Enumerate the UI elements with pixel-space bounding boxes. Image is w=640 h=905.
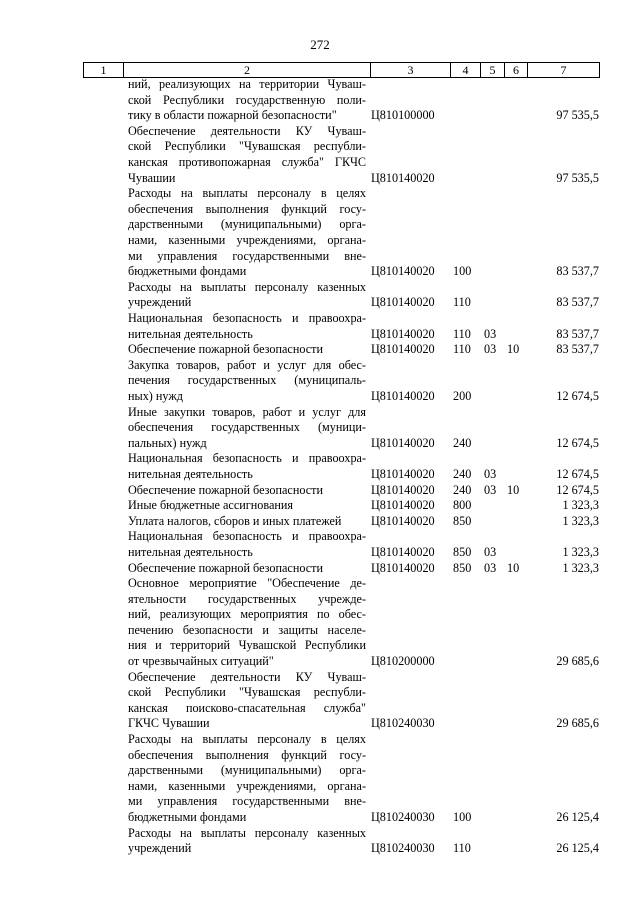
amount: 97 535,5 xyxy=(556,170,599,185)
subsection-code: 10 xyxy=(507,560,520,575)
table-row xyxy=(0,483,640,499)
target-article-code: Ц810240030 xyxy=(371,810,435,825)
row-description xyxy=(128,514,366,530)
description-line: Расходы на выплаты персоналу казенных xyxy=(128,825,366,840)
subsection-code: 10 xyxy=(507,342,520,357)
expense-group: 240 xyxy=(453,466,472,481)
description-line: ми управления государственными вне- xyxy=(128,248,366,263)
expense-group: 100 xyxy=(453,264,472,279)
table-row xyxy=(0,514,640,530)
target-article-code: Ц810240030 xyxy=(371,841,435,856)
row-description xyxy=(128,358,366,405)
description-line: обеспечения выполнения функций госу- xyxy=(128,201,366,216)
table-row xyxy=(0,358,640,405)
row-description xyxy=(128,576,366,670)
description-line: дарственными (муниципальными) орга- xyxy=(128,217,366,232)
description-line: Национальная безопасность и правоохра- xyxy=(128,529,366,544)
table-row xyxy=(0,451,640,482)
header-col-3: 3 xyxy=(370,63,450,77)
amount: 1 323,3 xyxy=(562,498,599,513)
amount: 12 674,5 xyxy=(556,435,599,450)
description-line: печению безопасности и защиты населе- xyxy=(128,622,366,637)
table-row xyxy=(0,405,640,452)
target-article-code: Ц810140020 xyxy=(371,264,435,279)
description-line: Иные закупки товаров, работ и услуг для xyxy=(128,404,366,419)
expense-group: 200 xyxy=(453,388,472,403)
description-line: пальных) нужд xyxy=(128,435,207,450)
description-line: обеспечения выполнения функций госу- xyxy=(128,747,366,762)
amount: 83 537,7 xyxy=(556,326,599,341)
table-header-row xyxy=(83,62,600,78)
table-row xyxy=(0,77,640,124)
expense-group: 850 xyxy=(453,513,472,528)
table-row xyxy=(0,186,640,280)
table-row xyxy=(0,561,640,577)
table-body xyxy=(0,77,640,857)
description-line: Расходы на выплаты персоналу казенных xyxy=(128,279,366,294)
description-line: ми управления государственными вне- xyxy=(128,794,366,809)
description-line: нами, казенными учреждениями, органа- xyxy=(128,778,366,793)
target-article-code: Ц810240030 xyxy=(371,716,435,731)
amount: 1 323,3 xyxy=(562,513,599,528)
description-line: учреждений xyxy=(128,295,192,310)
header-col-7: 7 xyxy=(527,63,600,77)
header-col-4: 4 xyxy=(450,63,480,77)
row-description xyxy=(128,498,366,514)
amount: 29 685,6 xyxy=(556,716,599,731)
target-article-code: Ц810140020 xyxy=(371,482,435,497)
target-article-code: Ц810100000 xyxy=(371,108,435,123)
description-line: ния и территорий Чувашской Республики xyxy=(128,638,366,653)
header-col-2: 2 xyxy=(123,63,370,77)
description-line: от чрезвычайных ситуаций" xyxy=(128,654,274,669)
description-line: ний, реализующих на территории Чуваш- xyxy=(128,77,366,91)
amount: 12 674,5 xyxy=(556,482,599,497)
amount: 1 323,3 xyxy=(562,560,599,575)
description-line: нительная деятельность xyxy=(128,466,253,481)
row-description xyxy=(128,280,366,311)
description-line: Расходы на выплаты персоналу в целях xyxy=(128,186,366,201)
description-line: канская противопожарная служба" ГКЧС xyxy=(128,154,366,169)
amount: 1 323,3 xyxy=(562,544,599,559)
target-article-code: Ц810140020 xyxy=(371,544,435,559)
row-description xyxy=(128,732,366,826)
expense-group: 110 xyxy=(453,326,471,341)
table-row xyxy=(0,670,640,732)
description-line: Расходы на выплаты персоналу в целях xyxy=(128,732,366,747)
row-description xyxy=(128,77,366,124)
amount: 83 537,7 xyxy=(556,295,599,310)
target-article-code: Ц810200000 xyxy=(371,654,435,669)
expense-group: 800 xyxy=(453,498,472,513)
expense-group: 100 xyxy=(453,810,472,825)
row-description xyxy=(128,826,366,857)
table-row xyxy=(0,498,640,514)
description-line: тику в области пожарной безопасности" xyxy=(128,108,337,123)
row-description xyxy=(128,483,366,499)
table-row xyxy=(0,732,640,826)
section-code: 03 xyxy=(484,466,497,481)
description-line: ний, реализующих мероприятия по обес- xyxy=(128,607,366,622)
expense-group: 240 xyxy=(453,435,472,450)
target-article-code: Ц810140020 xyxy=(371,466,435,481)
description-line: нами, казенными учреждениями, органа- xyxy=(128,232,366,247)
expense-group: 850 xyxy=(453,560,472,575)
amount: 12 674,5 xyxy=(556,388,599,403)
table-row xyxy=(0,124,640,186)
table-row xyxy=(0,826,640,857)
row-description xyxy=(128,405,366,452)
description-line: Обеспечение деятельности КУ Чуваш- xyxy=(128,123,366,138)
amount: 83 537,7 xyxy=(556,264,599,279)
row-description xyxy=(128,670,366,732)
expense-group: 110 xyxy=(453,295,471,310)
row-description xyxy=(128,529,366,560)
section-code: 03 xyxy=(484,544,497,559)
description-line: Уплата налогов, сборов и иных платежей xyxy=(128,513,342,528)
target-article-code: Ц810140020 xyxy=(371,513,435,528)
target-article-code: Ц810140020 xyxy=(371,498,435,513)
target-article-code: Ц810140020 xyxy=(371,295,435,310)
description-line: учреждений xyxy=(128,841,192,856)
amount: 12 674,5 xyxy=(556,466,599,481)
description-line: ятельности государственных учрежде- xyxy=(128,591,366,606)
header-col-6: 6 xyxy=(504,63,527,77)
table-row xyxy=(0,576,640,670)
target-article-code: Ц810140020 xyxy=(371,342,435,357)
expense-group: 110 xyxy=(453,342,471,357)
description-line: дарственными (муниципальными) орга- xyxy=(128,763,366,778)
page-number: 272 xyxy=(310,37,330,52)
section-code: 03 xyxy=(484,326,497,341)
target-article-code: Ц810140020 xyxy=(371,435,435,450)
table-row xyxy=(0,311,640,342)
row-description xyxy=(128,186,366,280)
description-line: Иные бюджетные ассигнования xyxy=(128,498,294,513)
description-line: Закупка товаров, работ и услуг для обес- xyxy=(128,357,366,372)
expense-group: 110 xyxy=(453,841,471,856)
header-col-1: 1 xyxy=(83,63,123,77)
row-description xyxy=(128,311,366,342)
amount: 26 125,4 xyxy=(556,810,599,825)
description-line: нительная деятельность xyxy=(128,326,253,341)
table-row xyxy=(0,342,640,358)
target-article-code: Ц810140020 xyxy=(371,170,435,185)
description-line: Обеспечение пожарной безопасности xyxy=(128,560,324,575)
description-line: Обеспечение пожарной безопасности xyxy=(128,482,324,497)
description-line: ской Республики "Чувашская республи- xyxy=(128,685,366,700)
row-description xyxy=(128,342,366,358)
description-line: Обеспечение пожарной безопасности xyxy=(128,342,324,357)
amount: 97 535,5 xyxy=(556,108,599,123)
amount: 26 125,4 xyxy=(556,841,599,856)
target-article-code: Ц810140020 xyxy=(371,560,435,575)
section-code: 03 xyxy=(484,482,497,497)
description-line: ных) нужд xyxy=(128,388,183,403)
expense-group: 850 xyxy=(453,544,472,559)
section-code: 03 xyxy=(484,560,497,575)
row-description xyxy=(128,124,366,186)
row-description xyxy=(128,561,366,577)
description-line: ГКЧС Чувашии xyxy=(128,716,210,731)
description-line: Основное мероприятие "Обеспечение де- xyxy=(128,576,366,591)
amount: 29 685,6 xyxy=(556,654,599,669)
target-article-code: Ц810140020 xyxy=(371,388,435,403)
description-line: Чувашии xyxy=(128,170,176,185)
target-article-code: Ц810140020 xyxy=(371,326,435,341)
table-row xyxy=(0,280,640,311)
description-line: Национальная безопасность и правоохра- xyxy=(128,310,366,325)
description-line: бюджетными фондами xyxy=(128,810,247,825)
description-line: Национальная безопасность и правоохра- xyxy=(128,451,366,466)
section-code: 03 xyxy=(484,342,497,357)
description-line: обеспечения государственных (муници- xyxy=(128,420,366,435)
description-line: ской Республики государственную поли- xyxy=(128,92,366,107)
subsection-code: 10 xyxy=(507,482,520,497)
amount: 83 537,7 xyxy=(556,342,599,357)
header-col-5: 5 xyxy=(480,63,504,77)
expense-group: 240 xyxy=(453,482,472,497)
description-line: канская поисково-спасательная служба" xyxy=(128,700,366,715)
description-line: Обеспечение деятельности КУ Чуваш- xyxy=(128,669,366,684)
description-line: бюджетными фондами xyxy=(128,264,247,279)
description-line: печения государственных (муниципаль- xyxy=(128,373,366,388)
row-description xyxy=(128,451,366,482)
table-row xyxy=(0,529,640,560)
description-line: ской Республики "Чувашская республи- xyxy=(128,139,366,154)
description-line: нительная деятельность xyxy=(128,544,253,559)
